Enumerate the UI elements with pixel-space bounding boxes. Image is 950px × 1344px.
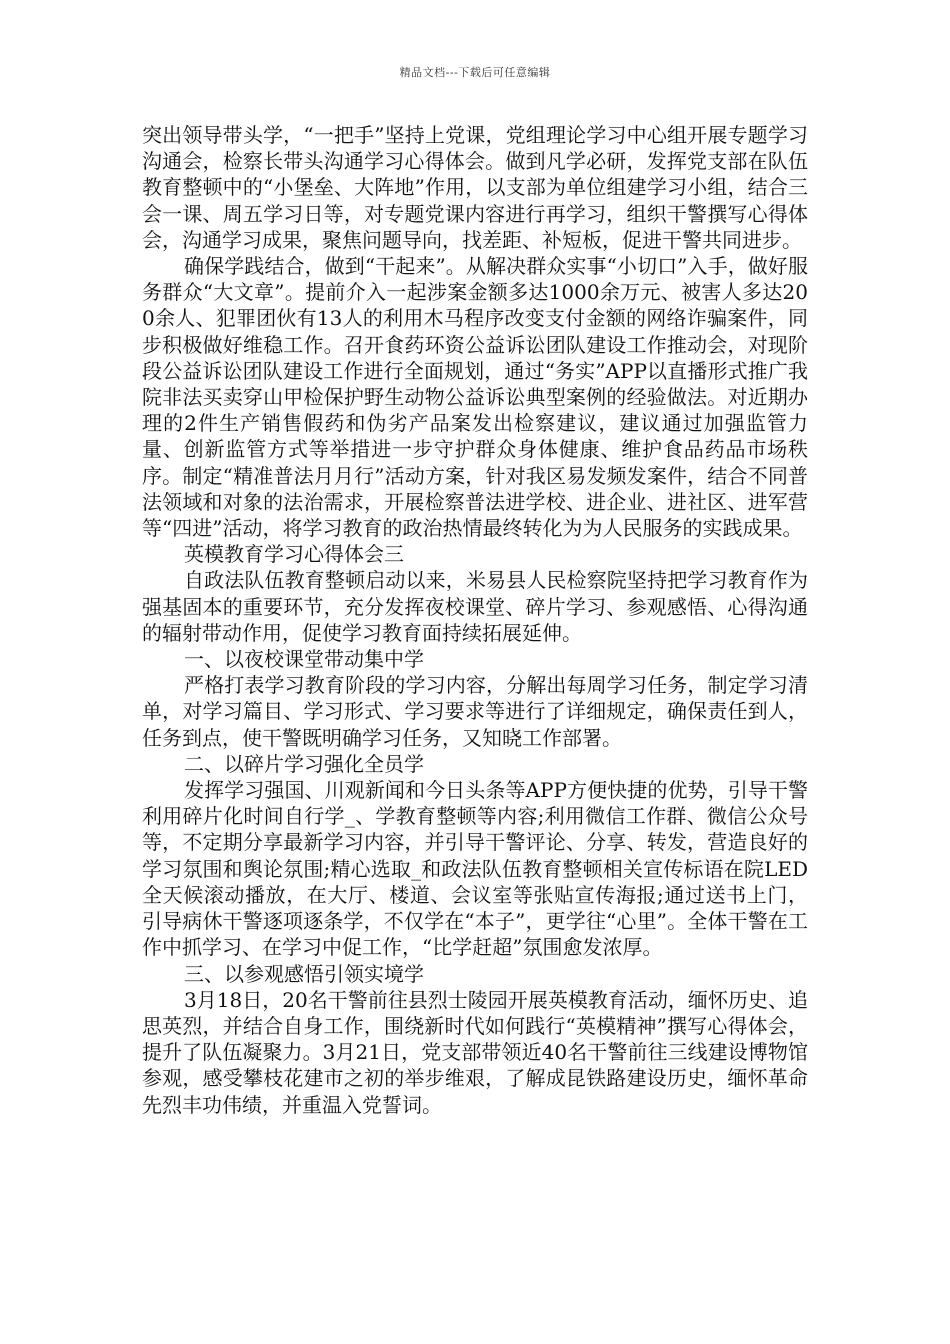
section-heading: 三、以参观感悟引领实境学 xyxy=(184,961,424,986)
document-body xyxy=(142,122,808,1118)
paragraph: 3月18日，20名干警前往县烈士陵园开展英模教育活动，缅怀历史、追思英烈，并结合自身工作，围绕新时代如何践行“英模精神”撰写心得体会，提升了队伍凝聚力。3月21日，党支部带领近40名干警前往三线建设博物馆参观，感受攀枝花建市之初的举步维艰，了解成昆铁路建设历史，缅怀革命先烈丰功伟绩，并重温入党誓词。 xyxy=(142,987,808,1117)
section-heading: 一、以夜校课堂带动集中学 xyxy=(184,647,424,672)
paragraph: 严格打表学习教育阶段的学习内容，分解出每周学习任务，制定学习清单，对学习篇目、学习形式、学习要求等进行了详细规定，确保责任到人，任务到点，使干警既明确学习任务，又知晓工作部署。 xyxy=(142,673,808,750)
paragraph: 突出领导带头学，“一把手”坚持上党课，党组理论学习中心组开展专题学习沟通会，检察长带头沟通学习心得体会。做到凡学必研，发挥党支部在队伍教育整顿中的“小堡垒、大阵地”作用，以支部为单位组建学习小组，结合三会一课、周五学习日等，对专题党课内容进行再学习，组织干警撰写心得体会，沟通学习成果，聚焦问题导向，找差距、补短板，促进干警共同进步。 xyxy=(142,123,808,252)
paragraph: 自政法队伍教育整顿启动以来，米易县人民检察院坚持把学习教育作为强基固本的重要环节，充分发挥夜校课堂、碎片学习、参观感悟、心得沟通的辐射带动作用，促使学习教育面持续拓展延伸。 xyxy=(142,568,808,645)
section-heading: 二、以碎片学习强化全员学 xyxy=(184,751,424,776)
page-header: 精品文档---下载后可任意编辑 xyxy=(399,66,551,79)
section-heading: 英模教育学习心得体会三 xyxy=(184,542,404,567)
paragraph: 确保学践结合，做到“干起来”。从解决群众实事“小切口”入手，做好服务群众“大文章”。提前介入一起涉案金额多达1000余万元、被害人多达200余人、犯罪团伙有13人的利用木马程序改变支付金额的网络诈骗案件，同步积极做好维稳工作。召开食药环资公益诉讼团队建设工作推动会，对现阶段公益诉讼团队建设工作进行全面规划，通过“务实”APP以直播形式推广我院非法买卖穿山甲检保护野生动物公益诉讼典型案例的经验做法。对近期办理的2件生产销售假药和伪劣产品案发出检察建议，建议通过加强监管力量、创新监管方式等举措进一步守护群众身体健康、维护食品药品市场秩序。制定“精准普法月月行”活动方案，针对我区易发频发案件，结合不同普法领域和对象的法治需求，开展检察普法进学校、进企业、进社区、进军营等“四进”活动，将学习教育的政治热情最终转化为为人民服务的实践成果。 xyxy=(142,254,808,541)
paragraph: 发挥学习强国、川观新闻和今日头条等APP方便快捷的优势，引导干警利用碎片化时间自行学_、学教育整顿等内容;利用微信工作群、微信公众号等，不定期分享最新学习内容，并引导干警评论、分享、转发，营造良好的学习氛围和舆论氛围;精心选取_和政法队伍教育整顿相关宣传标语在院LED全天候滚动播放，在大厅、楼道、会议室等张贴宣传海报;通过送书上门，引导病休干警逐项逐条学，不仅学在“本子”，更学往“心里”。全体干警在工作中抓学习、在学习中促工作，“比学赶超”氛围愈发浓厚。 xyxy=(142,778,808,960)
